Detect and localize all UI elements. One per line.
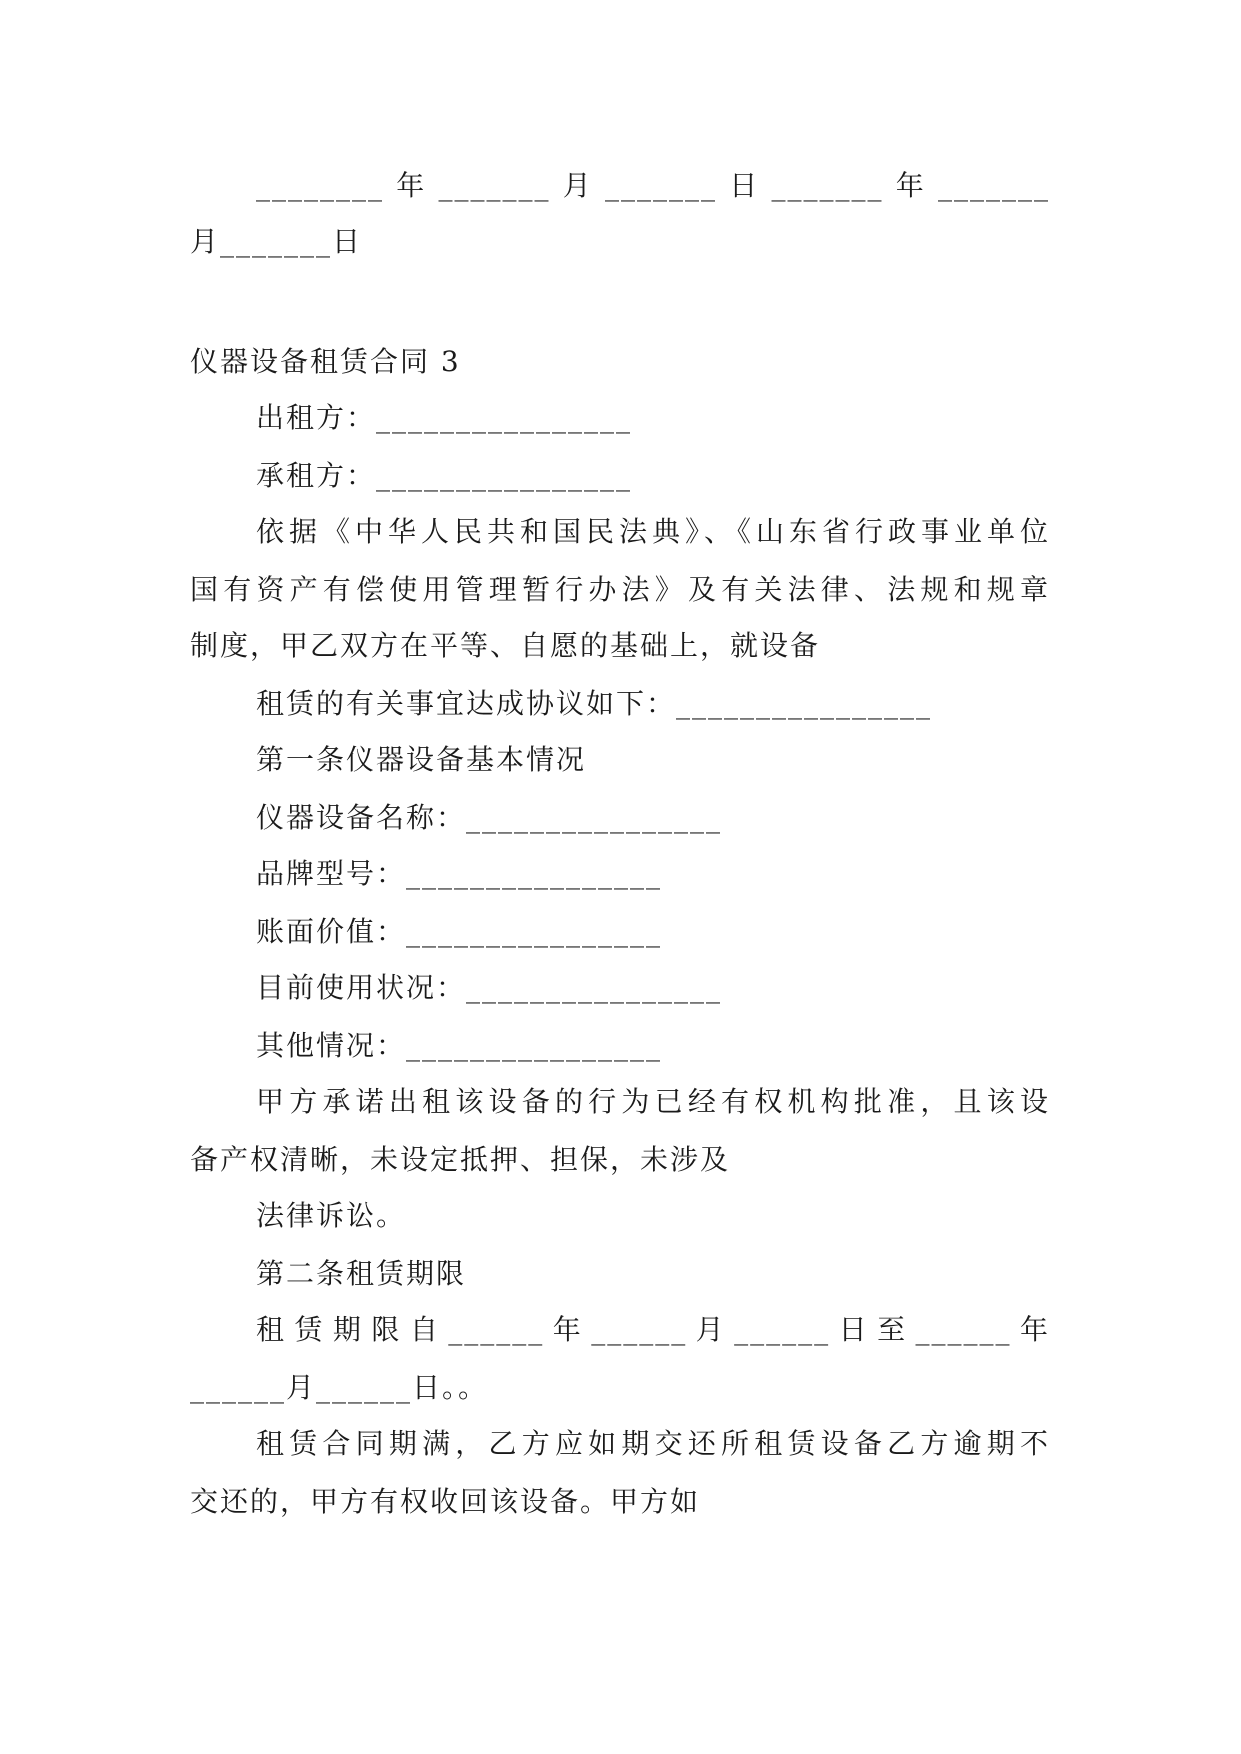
commitment-line-1: 甲方承诺出租该设备的行为已经有权机构批准，且该设 (256, 1085, 1050, 1118)
commitment-line-3: 法律诉讼。 (256, 1199, 407, 1232)
expiry-line-1: 租赁合同期满，乙方应如期交还所租赁设备乙方逾期不 (256, 1427, 1050, 1460)
preamble-line-2: 国有资产有偿使用管理暂行办法》及有关法律、法规和规章 (190, 573, 1050, 606)
other-info-field: 其他情况：________________ (256, 1029, 663, 1062)
equipment-name-field: 仪器设备名称：________________ (256, 801, 723, 834)
lease-term-line-1: 租赁期限自______年______月______日至______年 (256, 1313, 1050, 1346)
brand-model-field: 品牌型号：________________ (256, 857, 663, 890)
commitment-line-2: 备产权清晰，未设定抵押、担保，未涉及 (190, 1143, 731, 1176)
lessee-field: 承租方：________________ (256, 459, 633, 492)
preamble-line-1: 依据《中华人民共和国民法典》、《山东省行政事业单位 (256, 515, 1050, 548)
preamble-line-3: 制度，甲乙双方在平等、自愿的基础上，就设备 (190, 629, 821, 662)
article-2-heading: 第二条租赁期限 (256, 1257, 467, 1290)
lessor-field: 出租方：________________ (256, 401, 633, 434)
lease-term-line-2: ______月______日。。 (190, 1371, 489, 1404)
usage-status-field: 目前使用状况：________________ (256, 971, 723, 1004)
article-1-heading: 第一条仪器设备基本情况 (256, 743, 587, 776)
contract-title: 仪器设备租赁合同 3 (190, 345, 461, 378)
book-value-field: 账面价值：________________ (256, 915, 663, 948)
date-range-line-2: 月_______日 (190, 225, 363, 258)
date-range-line-1: ________年_______月_______日_______年_______ (256, 169, 1050, 202)
expiry-line-2: 交还的，甲方有权收回该设备。甲方如 (190, 1485, 701, 1518)
preamble-line-4: 租赁的有关事宜达成协议如下：________________ (256, 687, 933, 720)
